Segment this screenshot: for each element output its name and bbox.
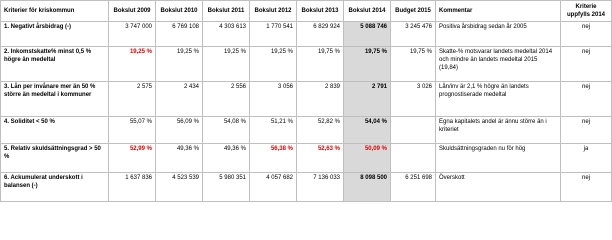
value-cell: 6 251 698: [391, 173, 436, 202]
table-row: [1, 22, 612, 47]
value-cell: 6 829 924: [297, 22, 344, 47]
value-cell: 51,21 %: [250, 117, 297, 144]
comment-cell: Lån/inv är 2,1 % högre än landets prognostiserade medeltal: [436, 82, 561, 117]
value-cell: 3 747 000: [109, 22, 156, 47]
value-cell: 1 637 836: [109, 173, 156, 202]
value-cell: 4 303 613: [203, 22, 250, 47]
value-cell: 19,75 %: [391, 47, 436, 82]
criterion-cell: 4. Soliditet < 50 %: [1, 117, 109, 144]
header-year-2009: Bokslut 2009: [109, 1, 156, 22]
value-cell: 56,38 %: [250, 144, 297, 173]
value-cell: 3 026: [391, 82, 436, 117]
header-budget-2015: Budget 2015: [391, 1, 436, 22]
value-cell: 52,99 %: [109, 144, 156, 173]
value-cell: 52,82 %: [297, 117, 344, 144]
value-cell-2014: 54,04 %: [344, 117, 391, 144]
value-cell: 19,25 %: [250, 47, 297, 82]
table-row: [1, 117, 612, 144]
header-criteria: Kriterier för kriskommun: [1, 1, 109, 22]
value-cell: 5 980 351: [203, 173, 250, 202]
value-cell: 1 770 541: [250, 22, 297, 47]
fulfilled-cell: nej: [561, 82, 612, 117]
table-row: [1, 82, 612, 117]
value-cell: 2 839: [297, 82, 344, 117]
value-cell: 6 769 108: [156, 22, 203, 47]
comment-cell: Positiva årsbidrag sedan år 2005: [436, 22, 561, 47]
value-cell: 19,25 %: [156, 47, 203, 82]
value-cell: 19,25 %: [203, 47, 250, 82]
header-year-2014: Bokslut 2014: [344, 1, 391, 22]
value-cell: 49,36 %: [156, 144, 203, 173]
comment-cell: Skuldsättningsgraden nu för hög: [436, 144, 561, 173]
header-year-2011: Bokslut 2011: [203, 1, 250, 22]
comment-cell: Överskott: [436, 173, 561, 202]
value-cell-2014: 8 098 500: [344, 173, 391, 202]
comment-cell: Egna kapitalets andel är ännu större än i kriteriet: [436, 117, 561, 144]
value-cell: 3 245 476: [391, 22, 436, 47]
criterion-cell: 1. Negativt årsbidrag (-): [1, 22, 109, 47]
value-cell: 52,63 %: [297, 144, 344, 173]
criterion-cell: 2. Inkomstskatte% minst 0,5 % högre än medeltal: [1, 47, 109, 82]
value-cell-2014: 50,09 %: [344, 144, 391, 173]
header-comment: Kommentar: [436, 1, 561, 22]
value-cell-2014: 19,75 %: [344, 47, 391, 82]
value-cell: 19,25 %: [109, 47, 156, 82]
value-cell: 56,09 %: [156, 117, 203, 144]
value-cell: [391, 117, 436, 144]
value-cell: [391, 144, 436, 173]
value-cell: 3 056: [250, 82, 297, 117]
table-row: [1, 173, 612, 202]
fulfilled-cell: nej: [561, 22, 612, 47]
value-cell: 2 575: [109, 82, 156, 117]
fulfilled-cell: nej: [561, 47, 612, 82]
value-cell: 2 556: [203, 82, 250, 117]
header-row: [1, 1, 612, 22]
value-cell: 7 136 033: [297, 173, 344, 202]
comment-cell: Skatte-% motsvarar landets medeltal 2014 och mindre än landets medeltal 2015 (19,84): [436, 47, 561, 82]
value-cell: 4 057 682: [250, 173, 297, 202]
value-cell: 19,75 %: [297, 47, 344, 82]
value-cell: 4 523 539: [156, 173, 203, 202]
criterion-cell: 6. Ackumulerat underskott i balansen (-): [1, 173, 109, 202]
criterion-cell: 5. Relativ skuldsättningsgrad > 50 %: [1, 144, 109, 173]
fulfilled-cell: nej: [561, 117, 612, 144]
value-cell-2014: 5 088 746: [344, 22, 391, 47]
header-year-2013: Bokslut 2013: [297, 1, 344, 22]
header-year-2012: Bokslut 2012: [250, 1, 297, 22]
value-cell: 54,08 %: [203, 117, 250, 144]
header-year-2010: Bokslut 2010: [156, 1, 203, 22]
value-cell: 55,07 %: [109, 117, 156, 144]
header-fulfilled: Kriterie uppfylls 2014: [561, 1, 612, 22]
fulfilled-cell: ja: [561, 144, 612, 173]
table-row: [1, 144, 612, 173]
fulfilled-cell: nej: [561, 173, 612, 202]
criterion-cell: 3. Lån per invånare mer än 50 % större än medeltal i kommuner: [1, 82, 109, 117]
value-cell: 2 434: [156, 82, 203, 117]
table-row: [1, 47, 612, 82]
value-cell-2014: 2 791: [344, 82, 391, 117]
value-cell: 49,36 %: [203, 144, 250, 173]
